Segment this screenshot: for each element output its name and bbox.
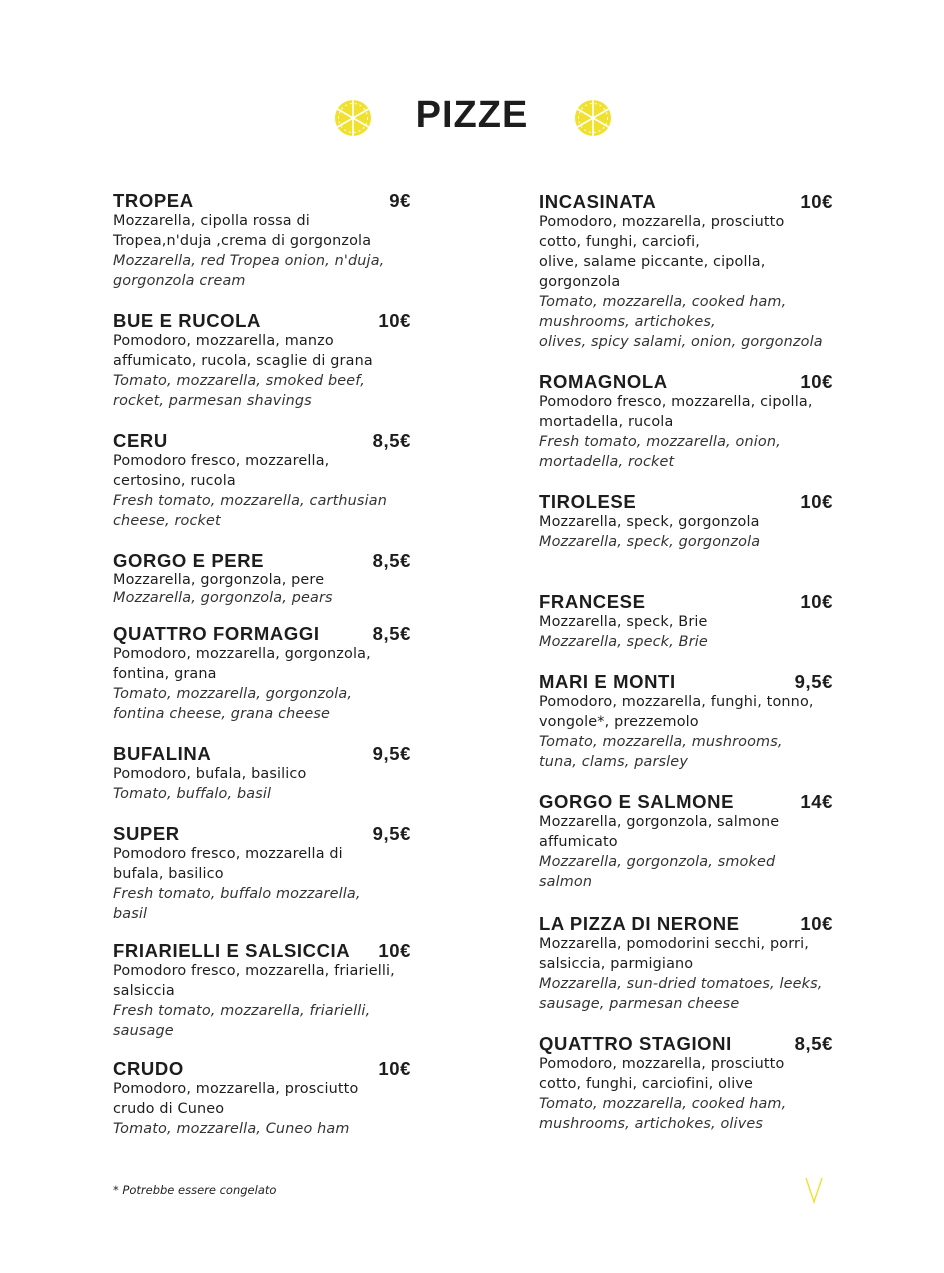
menu-item-name: SUPER: [113, 823, 180, 844]
menu-item-name: ROMAGNOLA: [539, 371, 668, 392]
page-title: PIZZE: [415, 94, 529, 136]
menu-item-price: 8,5€: [372, 623, 411, 644]
ingredients-italian: Pomodoro, bufala, basilico: [113, 766, 307, 782]
ingredients-italian: Mozzarella, gorgonzola, salmone: [539, 814, 780, 830]
menu-item-header: [113, 743, 411, 765]
ingredients-italian: Pomodoro fresco, mozzarella, friarielli,: [113, 963, 395, 979]
ingredients-english: olives, spicy salami, onion, gorgonzola: [539, 334, 823, 350]
menu-item-name: INCASINATA: [539, 191, 657, 212]
ingredients-italian: mortadella, rucola: [539, 414, 674, 430]
menu-item: [113, 190, 413, 291]
ingredients-english: basil: [113, 906, 148, 922]
menu-item-header: [539, 1033, 833, 1055]
v-logo-icon: [804, 1176, 824, 1204]
menu-header: [0, 92, 944, 148]
ingredients-italian: crudo di Cuneo: [113, 1101, 225, 1117]
menu-item-name: TROPEA: [113, 190, 194, 211]
menu-item-price: 9,5€: [372, 823, 411, 844]
menu-item-header: [113, 940, 411, 962]
menu-item-price: 10€: [800, 191, 833, 212]
ingredients-italian: Mozzarella, cipolla rossa di: [113, 213, 310, 229]
ingredients-italian: salsiccia: [113, 983, 175, 999]
menu-item-name: GORGO E PERE: [113, 550, 265, 571]
menu-item-price: 8,5€: [372, 550, 411, 571]
ingredients-english: fontina cheese, grana cheese: [113, 706, 331, 722]
ingredients-english: Mozzarella, speck, gorgonzola: [539, 534, 761, 550]
ingredients-italian: salsiccia, parmigiano: [539, 956, 694, 972]
menu-item: [113, 823, 413, 924]
menu-item-name: MARI E MONTI: [539, 671, 676, 692]
ingredients-italian: Pomodoro, mozzarella, manzo: [113, 333, 334, 349]
menu-item-price: 9€: [389, 190, 411, 211]
menu-item-price: 10€: [800, 913, 833, 934]
ingredients-english: Tomato, mozzarella, gorgonzola,: [113, 686, 353, 702]
ingredients-italian: fontina, grana: [113, 666, 217, 682]
menu-item-header: [113, 310, 411, 332]
ingredients-italian: Pomodoro, mozzarella, funghi, tonno,: [539, 694, 814, 710]
menu-item-header: [539, 491, 833, 513]
menu-item: [113, 940, 413, 1041]
menu-item-header: [113, 190, 411, 212]
menu-item-name: CERU: [113, 430, 168, 451]
ingredients-english: Tomato, mozzarella, cooked ham,: [539, 294, 787, 310]
ingredients-english: Mozzarella, gorgonzola, pears: [113, 590, 333, 606]
ingredients-english: Tomato, mozzarella, smoked beef,: [113, 373, 365, 389]
ingredients-english: cheese, rocket: [113, 513, 221, 529]
menu-item: [539, 913, 839, 1014]
menu-item-price: 10€: [378, 940, 411, 961]
menu-item-header: [539, 913, 833, 935]
menu-item-name: LA PIZZA DI NERONE: [539, 913, 740, 934]
menu-item: [113, 1058, 413, 1139]
ingredients-english: Mozzarella, gorgonzola, smoked: [539, 854, 776, 870]
menu-item-header: [539, 371, 833, 393]
ingredients-italian: affumicato: [539, 834, 618, 850]
menu-item-name: CRUDO: [113, 1058, 184, 1079]
ingredients-italian: olive, salame piccante, cipolla,: [539, 254, 766, 270]
ingredients-english: rocket, parmesan shavings: [113, 393, 312, 409]
ingredients-italian: Pomodoro, mozzarella, prosciutto: [539, 1056, 785, 1072]
menu-item-price: 10€: [378, 310, 411, 331]
ingredients-english: mushrooms, artichokes,: [539, 314, 716, 330]
menu-item-header: [113, 823, 411, 845]
menu-item-price: 10€: [800, 371, 833, 392]
ingredients-english: Fresh tomato, buffalo mozzarella,: [113, 886, 361, 902]
menu-item-price: 9,5€: [794, 671, 833, 692]
menu-item-name: BUE E RUCOLA: [113, 310, 262, 331]
ingredients-italian: Mozzarella, gorgonzola, pere: [113, 572, 325, 588]
ingredients-italian: Mozzarella, pomodorini secchi, porri,: [539, 936, 809, 952]
menu-item-price: 8,5€: [794, 1033, 833, 1054]
ingredients-italian: Pomodoro fresco, mozzarella di: [113, 846, 343, 862]
ingredients-english: tuna, clams, parsley: [539, 754, 688, 770]
menu-item: [113, 550, 413, 607]
menu-item-price: 9,5€: [372, 743, 411, 764]
ingredients-italian: vongole*, prezzemolo: [539, 714, 699, 730]
pizza-icon: [573, 98, 613, 138]
menu-item-header: [113, 550, 411, 572]
ingredients-english: Fresh tomato, mozzarella, carthusian: [113, 493, 387, 509]
menu-item: [113, 743, 413, 804]
menu-item: [113, 430, 413, 531]
ingredients-italian: cotto, funghi, carciofi,: [539, 234, 700, 250]
menu-item-price: 10€: [800, 591, 833, 612]
menu-item-price: 8,5€: [372, 430, 411, 451]
menu-item-name: GORGO E SALMONE: [539, 791, 735, 812]
ingredients-italian: Pomodoro fresco, mozzarella,: [113, 453, 330, 469]
ingredients-italian: Pomodoro fresco, mozzarella, cipolla,: [539, 394, 813, 410]
ingredients-english: sausage: [113, 1023, 174, 1039]
ingredients-italian: Mozzarella, speck, Brie: [539, 614, 708, 630]
menu-item-price: 14€: [800, 791, 833, 812]
ingredients-italian: Tropea,n'duja ,crema di gorgonzola: [113, 233, 372, 249]
ingredients-english: Mozzarella, sun-dried tomatoes, leeks,: [539, 976, 823, 992]
ingredients-english: sausage, parmesan cheese: [539, 996, 740, 1012]
menu-item-price: 10€: [800, 491, 833, 512]
ingredients-italian: gorgonzola: [539, 274, 621, 290]
menu-item-name: QUATTRO STAGIONI: [539, 1033, 732, 1054]
menu-item-price: 10€: [378, 1058, 411, 1079]
ingredients-italian: bufala, basilico: [113, 866, 224, 882]
menu-item: [539, 791, 839, 892]
ingredients-italian: certosino, rucola: [113, 473, 236, 489]
ingredients-english: Tomato, mozzarella, cooked ham,: [539, 1096, 787, 1112]
menu-item: [539, 591, 839, 652]
menu-item: [539, 191, 839, 352]
footnote: * Potrebbe essere congelato: [113, 1183, 277, 1197]
menu-item: [539, 491, 839, 552]
ingredients-italian: Pomodoro, mozzarella, prosciutto: [113, 1081, 359, 1097]
menu-item-header: [113, 623, 411, 645]
menu-item-name: TIROLESE: [539, 491, 637, 512]
ingredients-english: Mozzarella, red Tropea onion, n'duja,: [113, 253, 385, 269]
ingredients-english: Tomato, buffalo, basil: [113, 786, 272, 802]
ingredients-english: Tomato, mozzarella, mushrooms,: [539, 734, 783, 750]
ingredients-english: mushrooms, artichokes, olives: [539, 1116, 764, 1132]
menu-item-name: FRIARIELLI E SALSICCIA: [113, 940, 351, 961]
ingredients-italian: Mozzarella, speck, gorgonzola: [539, 514, 760, 530]
menu-item: [539, 371, 839, 472]
ingredients-english: Fresh tomato, mozzarella, friarielli,: [113, 1003, 371, 1019]
ingredients-english: Tomato, mozzarella, Cuneo ham: [113, 1121, 350, 1137]
menu-item-name: BUFALINA: [113, 743, 212, 764]
menu-item: [539, 1033, 839, 1134]
menu-item-header: [113, 1058, 411, 1080]
menu-item-header: [539, 671, 833, 693]
menu-item: [113, 623, 413, 724]
menu-item-header: [539, 191, 833, 213]
menu-item-name: FRANCESE: [539, 591, 646, 612]
ingredients-italian: cotto, funghi, carciofini, olive: [539, 1076, 754, 1092]
menu-item: [539, 671, 839, 772]
ingredients-english: salmon: [539, 874, 593, 890]
ingredients-italian: Pomodoro, mozzarella, gorgonzola,: [113, 646, 371, 662]
menu-item-name: QUATTRO FORMAGGI: [113, 623, 320, 644]
menu-item-header: [113, 430, 411, 452]
menu-item-header: [539, 591, 833, 613]
menu-item-header: [539, 791, 833, 813]
ingredients-english: Mozzarella, speck, Brie: [539, 634, 708, 650]
ingredients-english: gorgonzola cream: [113, 273, 246, 289]
ingredients-english: mortadella, rocket: [539, 454, 675, 470]
ingredients-italian: affumicato, rucola, scaglie di grana: [113, 353, 373, 369]
ingredients-english: Fresh tomato, mozzarella, onion,: [539, 434, 781, 450]
menu-item: [113, 310, 413, 411]
ingredients-italian: Pomodoro, mozzarella, prosciutto: [539, 214, 785, 230]
